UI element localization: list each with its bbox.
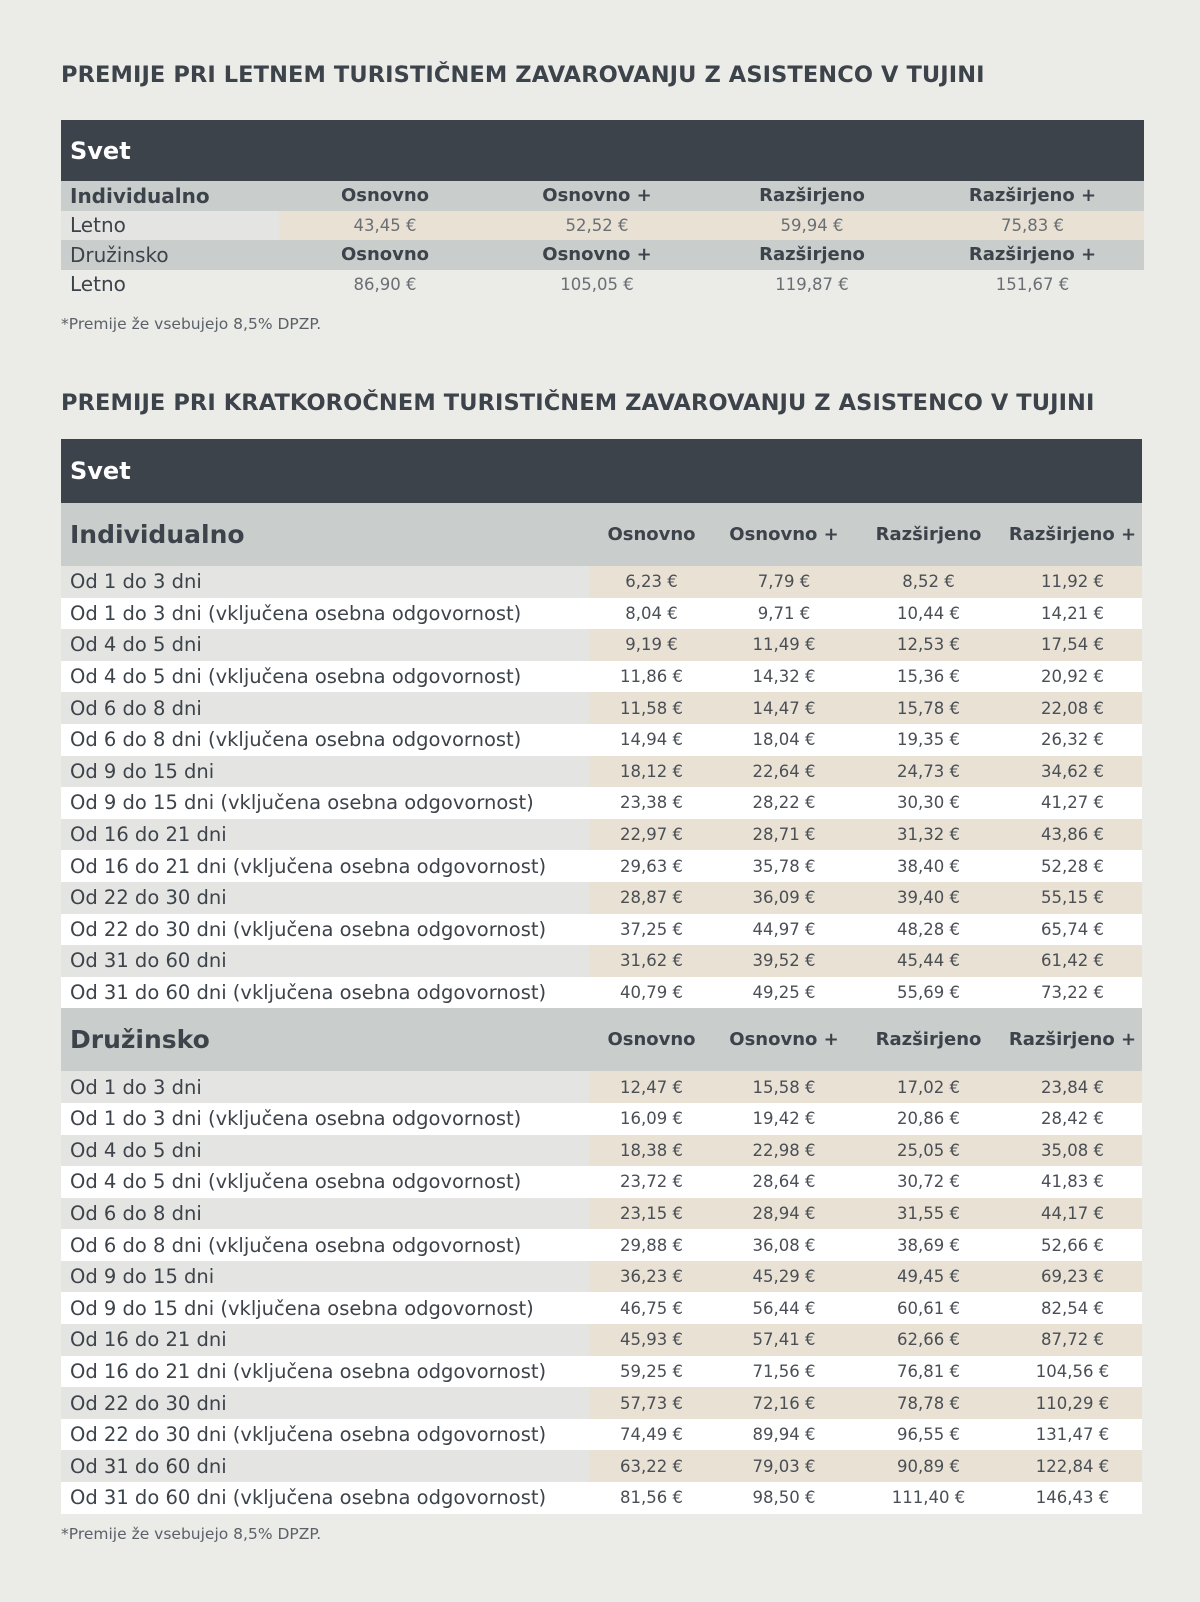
price-cell: 122,84 €	[1003, 1450, 1142, 1482]
price-cell: 31,32 €	[854, 819, 1003, 851]
summer-col-header: Osnovno	[340, 244, 430, 266]
table-row	[61, 945, 1142, 977]
price-cell: 87,72 €	[1003, 1324, 1142, 1356]
table-row	[61, 724, 1142, 756]
row-label: Od 4 do 5 dni (vključena osebna odgovornost)	[70, 665, 522, 689]
price-cell: 36,23 €	[589, 1261, 714, 1293]
price-cell: 146,43 €	[1035, 1488, 1110, 1508]
price-cell: 39,52 €	[714, 945, 854, 977]
price-cell: 61,42 €	[1003, 945, 1142, 977]
row-label: Od 1 do 3 dni (vključena osebna odgovornost)	[70, 601, 522, 625]
table-row	[61, 598, 1142, 630]
price-cell: 15,58 €	[714, 1071, 854, 1103]
row-label: Od 4 do 5 dni	[61, 629, 589, 661]
row-label: Od 9 do 15 dni (vključena osebna odgovornost)	[70, 1296, 534, 1320]
price-cell: 39,40 €	[854, 882, 1003, 914]
short-col-header: Razširjeno +	[1008, 524, 1137, 545]
price-cell: 30,30 €	[897, 793, 960, 813]
short-col-header: Razširjeno	[875, 1029, 982, 1051]
table-row	[61, 1482, 1142, 1514]
price-cell: 30,72 €	[897, 1172, 960, 1192]
summer-family-header-row	[61, 240, 1144, 270]
summer-price: 52,52 €	[491, 211, 703, 241]
price-cell: 31,55 €	[854, 1198, 1003, 1230]
row-label: Od 16 do 21 dni (vključena osebna odgovornost)	[70, 854, 547, 878]
price-cell: 98,50 €	[752, 1488, 816, 1508]
row-label: Od 6 do 8 dni (vključena osebna odgovornost)	[70, 1233, 522, 1257]
price-cell: 10,44 €	[897, 603, 960, 623]
price-cell: 11,86 €	[620, 667, 683, 687]
price-cell: 46,75 €	[620, 1298, 683, 1318]
table-row	[61, 1103, 1142, 1135]
summer-footnote: *Premije že vsebujejo 8,5% DPZP.	[61, 315, 322, 333]
price-cell: 18,04 €	[752, 730, 816, 750]
price-cell: 48,28 €	[897, 919, 960, 939]
row-label: Od 31 do 60 dni	[61, 1450, 589, 1482]
row-label: Od 6 do 8 dni	[61, 1198, 589, 1230]
table-row	[61, 1166, 1142, 1198]
price-cell: 76,81 €	[897, 1361, 960, 1381]
summer-price: 86,90 €	[353, 274, 417, 294]
short-col-header: Osnovno	[607, 1029, 696, 1051]
row-label: Od 4 do 5 dni	[61, 1135, 589, 1167]
price-cell: 31,62 €	[589, 945, 714, 977]
price-cell: 7,79 €	[714, 566, 854, 598]
table-row	[61, 661, 1142, 693]
summer-price: 105,05 €	[560, 274, 634, 294]
price-cell: 25,05 €	[854, 1135, 1003, 1167]
price-cell: 56,44 €	[752, 1298, 816, 1318]
price-cell: 28,42 €	[1041, 1109, 1104, 1129]
price-cell: 26,32 €	[1041, 730, 1104, 750]
price-cell: 49,45 €	[854, 1261, 1003, 1293]
price-cell: 62,66 €	[854, 1324, 1003, 1356]
short-individual-rows	[61, 566, 1142, 1008]
price-cell: 28,87 €	[589, 882, 714, 914]
row-label: Od 22 do 30 dni	[61, 1387, 589, 1419]
price-cell: 23,38 €	[620, 793, 683, 813]
price-cell: 11,92 €	[1003, 566, 1142, 598]
price-cell: 17,54 €	[1003, 629, 1142, 661]
price-cell: 43,86 €	[1003, 819, 1142, 851]
price-cell: 45,29 €	[714, 1261, 854, 1293]
price-cell: 40,79 €	[620, 983, 683, 1003]
row-label: Od 31 do 60 dni (vključena osebna odgovornost)	[70, 981, 547, 1005]
price-cell: 23,84 €	[1003, 1071, 1142, 1103]
summer-premium-table	[61, 120, 1144, 299]
price-cell: 19,35 €	[897, 730, 960, 750]
price-cell: 110,29 €	[1003, 1387, 1142, 1419]
short-footnote: *Premije že vsebujejo 8,5% DPZP.	[61, 1525, 322, 1543]
row-label: Od 9 do 15 dni (vključena osebna odgovornost)	[70, 791, 534, 815]
table-row	[61, 1356, 1142, 1388]
table-row	[61, 1450, 1142, 1482]
price-cell: 35,08 €	[1003, 1135, 1142, 1167]
summer-individual-label: Individualno	[70, 183, 210, 208]
price-cell: 41,27 €	[1041, 793, 1104, 813]
price-cell: 24,73 €	[854, 756, 1003, 788]
summer-col-header: Razširjeno +	[968, 185, 1097, 207]
price-cell: 44,17 €	[1003, 1198, 1142, 1230]
table-row	[61, 629, 1142, 661]
summer-individual-row	[61, 211, 1144, 241]
table-row	[61, 1387, 1142, 1419]
price-cell: 74,49 €	[620, 1425, 683, 1445]
price-cell: 14,94 €	[620, 730, 683, 750]
price-cell: 65,74 €	[1041, 919, 1104, 939]
price-cell: 45,44 €	[854, 945, 1003, 977]
summer-col-header: Razširjeno	[759, 185, 865, 207]
price-cell: 6,23 €	[589, 566, 714, 598]
short-family-rows	[61, 1071, 1142, 1513]
table-row	[61, 756, 1142, 788]
price-cell: 49,25 €	[752, 983, 816, 1003]
price-cell: 16,09 €	[620, 1109, 683, 1129]
price-cell: 28,71 €	[714, 819, 854, 851]
table-row	[61, 1324, 1142, 1356]
price-cell: 14,32 €	[752, 667, 816, 687]
price-cell: 11,58 €	[589, 692, 714, 724]
price-cell: 60,61 €	[897, 1298, 960, 1318]
price-cell: 52,28 €	[1041, 856, 1104, 876]
price-cell: 11,49 €	[714, 629, 854, 661]
summer-col-header: Osnovno +	[542, 185, 652, 207]
short-family-label: Družinsko	[70, 1025, 210, 1055]
price-cell: 79,03 €	[714, 1450, 854, 1482]
table-row	[61, 914, 1142, 946]
price-cell: 12,47 €	[589, 1071, 714, 1103]
price-cell: 17,02 €	[854, 1071, 1003, 1103]
summer-family-label: Družinsko	[70, 242, 169, 267]
price-cell: 131,47 €	[1035, 1425, 1110, 1445]
summer-family-row	[61, 270, 1144, 300]
summer-price: 151,67 €	[995, 274, 1070, 294]
summer-region-header: Svet	[61, 120, 1144, 181]
short-premium-table	[61, 439, 1142, 1514]
table-row	[61, 692, 1142, 724]
row-label: Od 22 do 30 dni (vključena osebna odgovornost)	[70, 917, 547, 941]
price-cell: 29,63 €	[620, 856, 683, 876]
price-cell: 9,19 €	[589, 629, 714, 661]
price-cell: 38,69 €	[897, 1235, 960, 1255]
price-cell: 55,69 €	[897, 983, 960, 1003]
price-cell: 89,94 €	[752, 1425, 816, 1445]
price-cell: 28,64 €	[752, 1172, 816, 1192]
short-title: PREMIJE PRI KRATKOROČNEM TURISTIČNEM ZAVAROVANJU Z ASISTENCO V TUJINI	[61, 390, 1095, 416]
summer-title: PREMIJE PRI LETNEM TURISTIČNEM ZAVAROVANJU Z ASISTENCO V TUJINI	[61, 62, 985, 88]
table-row	[61, 1261, 1142, 1293]
row-label: Od 16 do 21 dni (vključena osebna odgovornost)	[70, 1359, 547, 1383]
price-cell: 14,47 €	[714, 692, 854, 724]
price-cell: 69,23 €	[1003, 1261, 1142, 1293]
price-cell: 19,42 €	[752, 1109, 816, 1129]
price-cell: 22,97 €	[589, 819, 714, 851]
price-cell: 55,15 €	[1003, 882, 1142, 914]
price-cell: 9,71 €	[757, 603, 811, 623]
price-cell: 15,36 €	[897, 667, 960, 687]
table-row	[61, 1419, 1142, 1451]
table-row	[61, 787, 1142, 819]
table-row	[61, 850, 1142, 882]
price-cell: 37,25 €	[620, 919, 683, 939]
row-label: Od 22 do 30 dni	[61, 882, 589, 914]
summer-price: 59,94 €	[703, 211, 921, 241]
price-cell: 36,09 €	[714, 882, 854, 914]
price-cell: 81,56 €	[620, 1488, 683, 1508]
price-cell: 45,93 €	[589, 1324, 714, 1356]
price-cell: 82,54 €	[1041, 1298, 1104, 1318]
summer-col-header: Razširjeno	[759, 244, 865, 266]
summer-row-label: Letno	[61, 211, 279, 241]
row-label: Od 16 do 21 dni	[61, 819, 589, 851]
summer-row-label: Letno	[70, 272, 126, 297]
price-cell: 20,92 €	[1041, 667, 1104, 687]
row-label: Od 6 do 8 dni (vključena osebna odgovornost)	[70, 728, 522, 752]
summer-price: 119,87 €	[775, 274, 849, 294]
table-row	[61, 882, 1142, 914]
short-col-header: Razširjeno +	[1008, 1029, 1137, 1051]
price-cell: 14,21 €	[1041, 603, 1104, 623]
table-row	[61, 819, 1142, 851]
row-label: Od 6 do 8 dni	[61, 692, 589, 724]
short-col-header: Osnovno +	[729, 524, 839, 545]
price-cell: 57,41 €	[714, 1324, 854, 1356]
price-cell: 18,12 €	[589, 756, 714, 788]
short-col-header: Osnovno	[607, 524, 696, 545]
row-label: Od 16 do 21 dni	[61, 1324, 589, 1356]
price-cell: 71,56 €	[752, 1361, 816, 1381]
short-individual-header-row	[61, 503, 1142, 566]
price-cell: 35,78 €	[752, 856, 816, 876]
table-row	[61, 1135, 1142, 1167]
price-cell: 90,89 €	[854, 1450, 1003, 1482]
price-cell: 23,72 €	[620, 1172, 683, 1192]
price-cell: 63,22 €	[589, 1450, 714, 1482]
price-cell: 22,08 €	[1003, 692, 1142, 724]
price-cell: 28,94 €	[714, 1198, 854, 1230]
table-row	[61, 1229, 1142, 1261]
price-cell: 34,62 €	[1003, 756, 1142, 788]
price-cell: 28,22 €	[752, 793, 816, 813]
short-region-header: Svet	[61, 439, 1142, 503]
price-cell: 12,53 €	[854, 629, 1003, 661]
summer-price: 75,83 €	[921, 211, 1144, 241]
row-label: Od 1 do 3 dni (vključena osebna odgovornost)	[70, 1107, 522, 1131]
row-label: Od 31 do 60 dni (vključena osebna odgovornost)	[70, 1486, 547, 1510]
row-label: Od 31 do 60 dni	[61, 945, 589, 977]
row-label: Od 1 do 3 dni	[61, 1071, 589, 1103]
summer-col-header: Razširjeno +	[968, 244, 1097, 266]
price-cell: 41,83 €	[1041, 1172, 1104, 1192]
price-cell: 29,88 €	[620, 1235, 683, 1255]
price-cell: 22,64 €	[714, 756, 854, 788]
short-individual-label: Individualno	[70, 520, 245, 549]
price-cell: 20,86 €	[897, 1109, 960, 1129]
row-label: Od 4 do 5 dni (vključena osebna odgovornost)	[70, 1170, 522, 1194]
table-row	[61, 566, 1142, 598]
price-cell: 38,40 €	[897, 856, 960, 876]
summer-col-header: Osnovno +	[542, 244, 652, 266]
table-row	[61, 1071, 1142, 1103]
price-cell: 15,78 €	[854, 692, 1003, 724]
price-cell: 72,16 €	[714, 1387, 854, 1419]
price-cell: 22,98 €	[714, 1135, 854, 1167]
price-cell: 8,52 €	[854, 566, 1003, 598]
summer-col-header: Osnovno	[340, 185, 430, 207]
summer-price: 43,45 €	[279, 211, 491, 241]
price-cell: 52,66 €	[1041, 1235, 1104, 1255]
price-cell: 8,04 €	[625, 603, 678, 623]
price-cell: 18,38 €	[589, 1135, 714, 1167]
price-cell: 96,55 €	[897, 1425, 960, 1445]
row-label: Od 9 do 15 dni	[61, 1261, 589, 1293]
price-cell: 78,78 €	[854, 1387, 1003, 1419]
table-row	[61, 977, 1142, 1009]
table-row	[61, 1292, 1142, 1324]
price-cell: 23,15 €	[589, 1198, 714, 1230]
row-label: Od 22 do 30 dni (vključena osebna odgovornost)	[70, 1423, 547, 1447]
row-label: Od 1 do 3 dni	[61, 566, 589, 598]
price-cell: 44,97 €	[752, 919, 816, 939]
price-cell: 59,25 €	[620, 1361, 683, 1381]
price-cell: 57,73 €	[589, 1387, 714, 1419]
price-cell: 36,08 €	[752, 1235, 816, 1255]
price-cell: 111,40 €	[891, 1488, 966, 1508]
row-label: Od 9 do 15 dni	[61, 756, 589, 788]
summer-individual-header-row	[61, 181, 1144, 211]
price-cell: 73,22 €	[1041, 983, 1104, 1003]
short-col-header: Razširjeno	[875, 524, 982, 545]
short-family-header-row	[61, 1008, 1142, 1071]
price-cell: 104,56 €	[1035, 1361, 1110, 1381]
table-row	[61, 1198, 1142, 1230]
short-col-header: Osnovno +	[729, 1029, 839, 1051]
